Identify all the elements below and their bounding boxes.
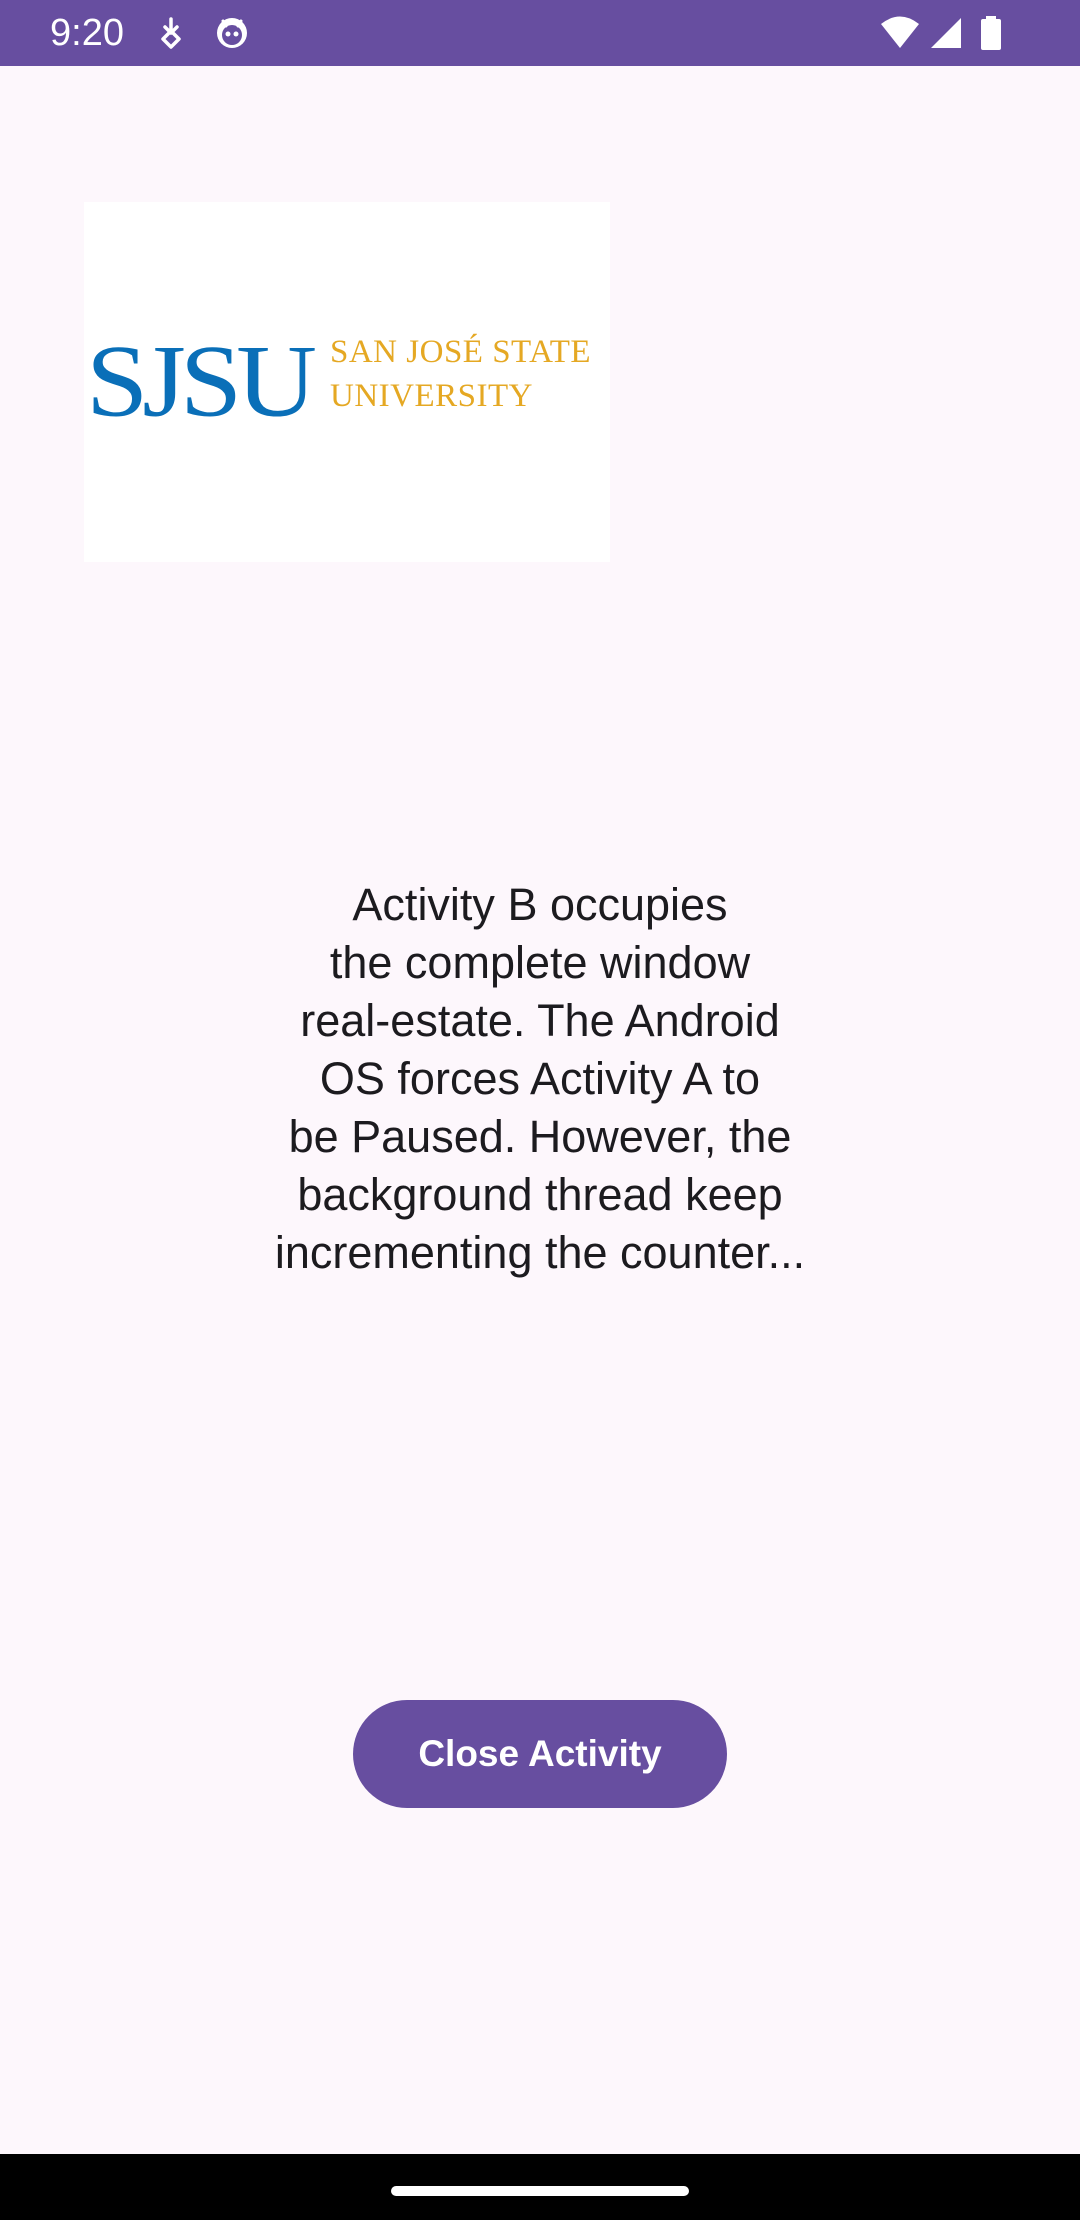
app-notification-icon <box>214 15 250 51</box>
activity-message: Activity B occupies the complete window real-estate. The Android OS forces Activity A to be Paused. However, the background thread keep incrementing the counter... <box>274 879 806 1278</box>
battery-icon <box>978 15 1004 51</box>
logo-university-name-line2: UNIVERSITY <box>330 378 533 414</box>
logo-university-name-line1: SAN JOSÉ STATE <box>330 334 592 370</box>
close-activity-button[interactable]: Close Activity <box>353 1700 727 1808</box>
status-bar <box>0 0 1080 66</box>
download-status-icon <box>153 15 189 51</box>
wifi-icon <box>880 15 920 51</box>
sjsu-logo <box>84 202 610 562</box>
logo-mark: SJSU <box>86 324 312 439</box>
navigation-bar <box>0 2154 1080 2220</box>
status-time: 9:20 <box>50 12 124 54</box>
home-handle[interactable] <box>391 2186 689 2196</box>
cell-signal-icon <box>928 15 964 51</box>
